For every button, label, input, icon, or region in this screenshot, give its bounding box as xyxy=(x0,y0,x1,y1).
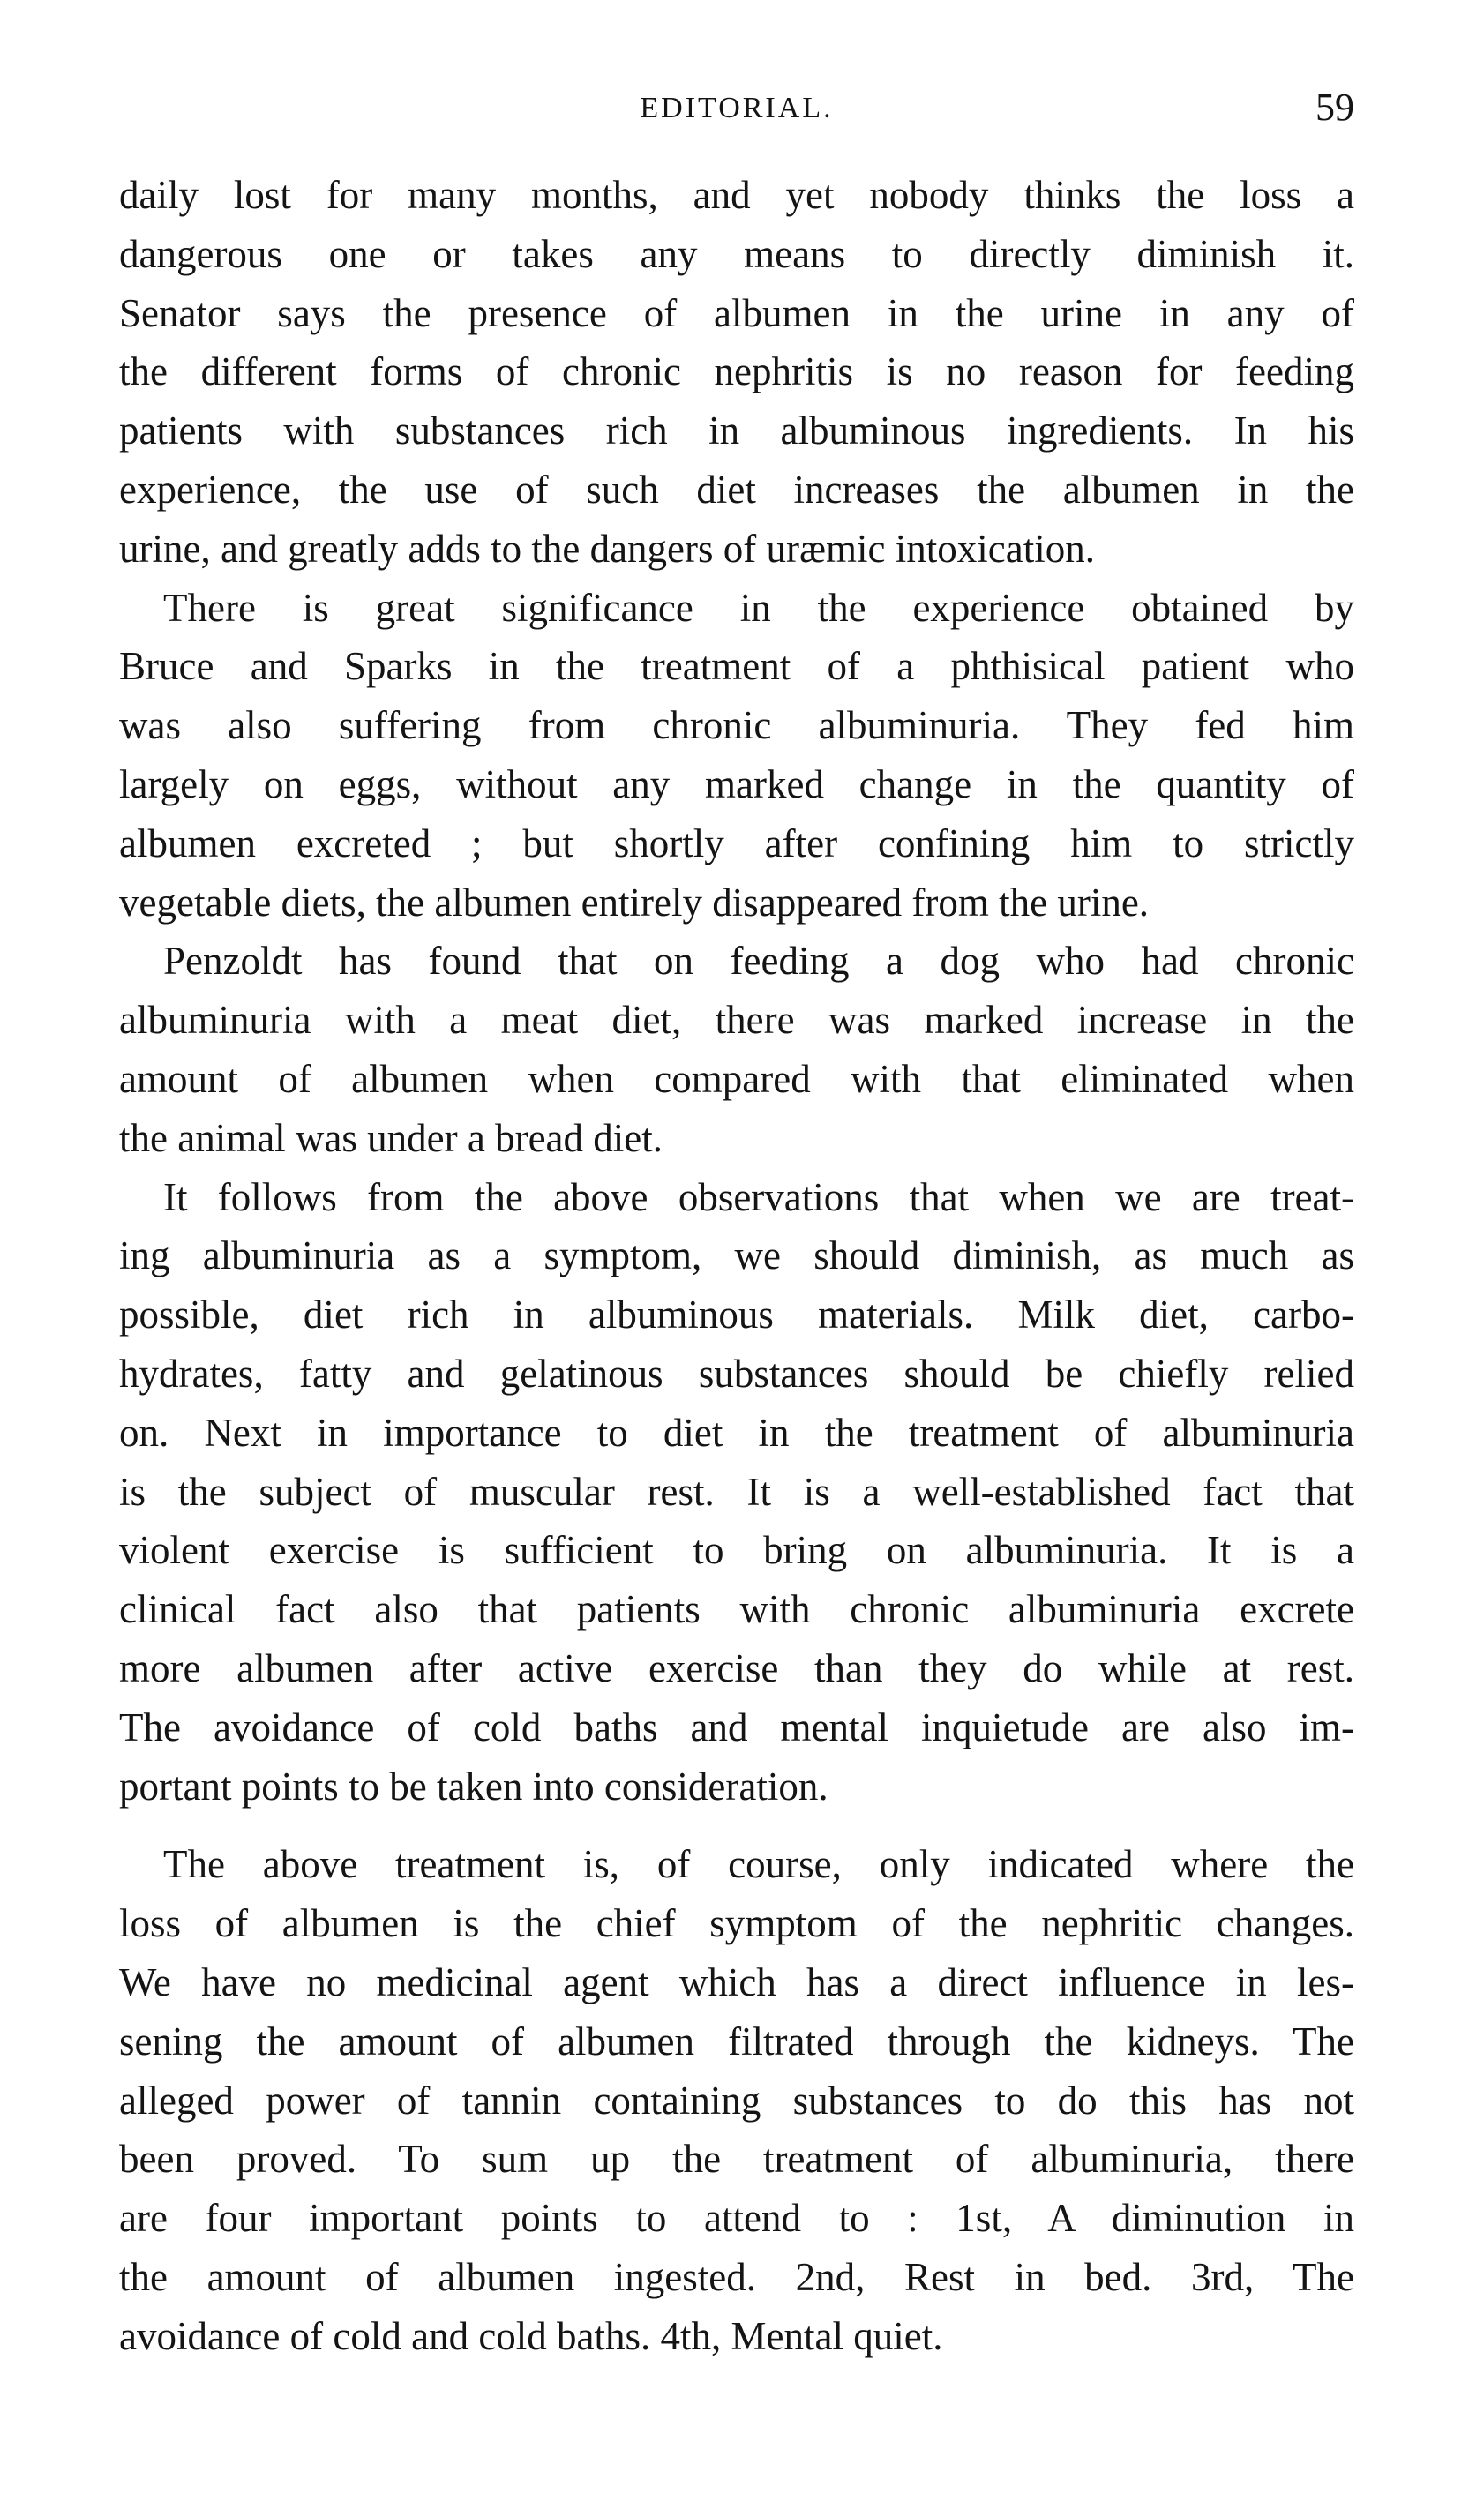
text-line: There is great significance in the experience obtained by xyxy=(163,585,1354,630)
text-line: are four important points to attend to : 1st, A diminution in xyxy=(119,2196,1354,2241)
text-line: Bruce and Sparks in the treatment of a phthisical patient who xyxy=(119,644,1354,689)
text-line: been proved. To sum up the treatment of albuminuria, there xyxy=(119,2137,1354,2182)
paragraph xyxy=(119,1168,1354,1817)
paragraph-spacing xyxy=(119,1816,1354,1835)
text-line: portant points to be taken into consideration. xyxy=(119,1764,828,1809)
text-line: loss of albumen is the chief symptom of the nephritic changes. xyxy=(119,1901,1354,1946)
text-line: on. Next in importance to diet in the treatment of albuminuria xyxy=(119,1410,1354,1455)
text-line: avoidance of cold and cold baths. 4th, Mental quiet. xyxy=(119,2313,943,2358)
text-line: is the subject of muscular rest. It is a well-established fact that xyxy=(119,1469,1354,1514)
text-line: urine, and greatly adds to the dangers of uræmic intoxication. xyxy=(119,526,1095,571)
text-line: the amount of albumen ingested. 2nd, Rest in bed. 3rd, The xyxy=(119,2254,1354,2299)
text-line: experience, the use of such diet increases the albumen in the xyxy=(119,467,1354,512)
text-line: hydrates, fatty and gelatinous substances should be chiefly relied xyxy=(119,1351,1354,1396)
text-line: daily lost for many months, and yet nobody thinks the loss a xyxy=(119,173,1354,217)
text-line: alleged power of tannin containing substances to do this has not xyxy=(119,2078,1354,2123)
text-line: sening the amount of albumen filtrated through the kidneys. The xyxy=(119,2019,1354,2064)
text-line: ing albuminuria as a symptom, we should diminish, as much as xyxy=(119,1233,1354,1278)
text-line: albumen excreted ; but shortly after confining him to strictly xyxy=(119,820,1354,865)
text-line: violent exercise is sufficient to bring on albuminuria. It is a xyxy=(119,1528,1354,1573)
text-line: the different forms of chronic nephritis is no reason for feeding xyxy=(119,349,1354,394)
text-line: We have no medicinal agent which has a direct influence in les- xyxy=(119,1959,1354,2004)
text-line: dangerous one or takes any means to directly diminish it. xyxy=(119,231,1354,276)
text-line: was also suffering from chronic albuminuria. They fed him xyxy=(119,703,1354,748)
text-line: The avoidance of cold baths and mental inquietude are also im- xyxy=(119,1704,1354,1749)
text-line: Penzoldt has found that on feeding a dog who had chronic xyxy=(163,939,1354,984)
text-line: The above treatment is, of course, only indicated where the xyxy=(163,1842,1354,1887)
text-line: more albumen after active exercise than they do while at rest. xyxy=(119,1645,1354,1690)
text-line: vegetable diets, the albumen entirely disappeared from the urine. xyxy=(119,880,1150,925)
running-head xyxy=(119,85,1354,138)
text-line: largely on eggs, without any marked change in the quantity of xyxy=(119,761,1354,806)
text-line: albuminuria with a meat diet, there was marked increase in the xyxy=(119,998,1354,1043)
page-number: 59 xyxy=(1315,86,1354,129)
running-title: EDITORIAL. xyxy=(640,92,834,124)
text-line: the animal was under a bread diet. xyxy=(119,1115,663,1160)
paragraph xyxy=(119,1835,1354,2365)
text-line: patients with substances rich in albuminous ingredients. In his xyxy=(119,408,1354,453)
text-line: clinical fact also that patients with chronic albuminuria excrete xyxy=(119,1587,1354,1632)
paragraph xyxy=(119,166,1354,579)
text-line: It follows from the above observations that when we are treat- xyxy=(163,1174,1354,1219)
body-text xyxy=(119,166,1354,2365)
text-line: amount of albumen when compared with that eliminated when xyxy=(119,1056,1354,1101)
paragraph xyxy=(119,932,1354,1167)
text-line: possible, diet rich in albuminous materials. Milk diet, carbo- xyxy=(119,1292,1354,1337)
text-line: Senator says the presence of albumen in the urine in any of xyxy=(119,290,1354,335)
paragraph xyxy=(119,579,1354,933)
